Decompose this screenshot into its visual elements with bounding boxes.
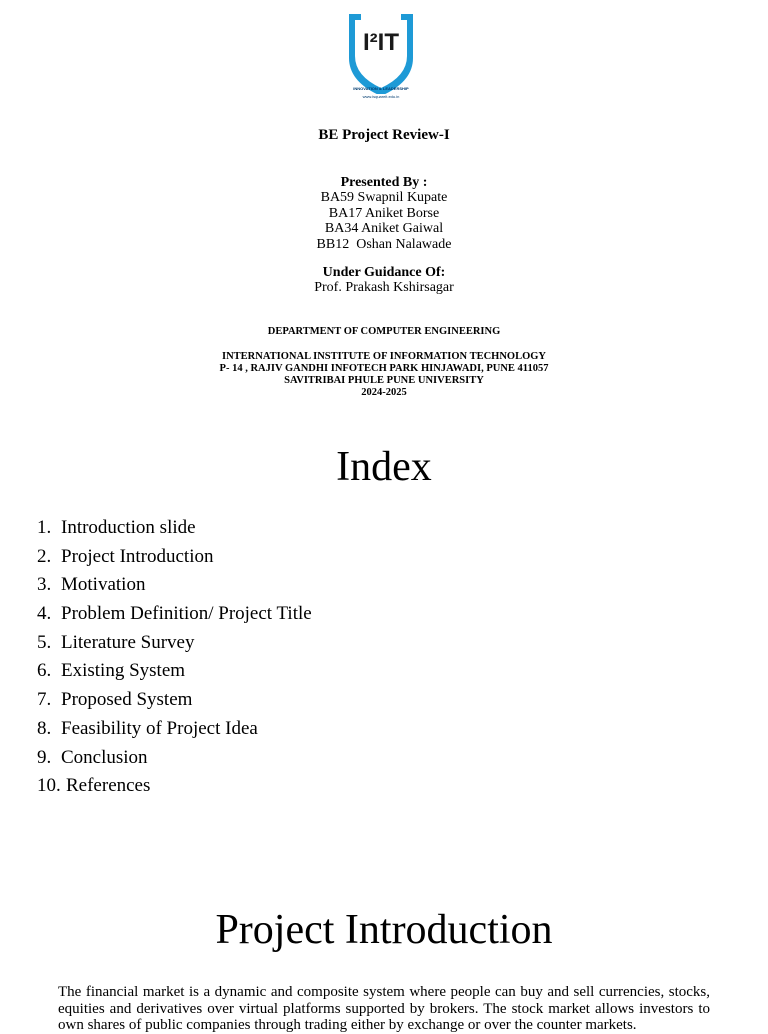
- review-title: BE Project Review-I: [318, 127, 450, 143]
- institute-logo: [345, 12, 417, 102]
- department: DEPARTMENT OF COMPUTER ENGINEERING: [267, 326, 501, 337]
- institute-line: 2024-2025: [361, 387, 407, 398]
- member-name: BB12 Oshan Nalawade: [316, 236, 452, 252]
- intro-paragraph: The financial market is a dynamic and composite system where people can buy and sell currencies, stocks, equities and derivatives over virtual platforms supported by brokers. The stock market allows investors to own shares of public companies through trading either by exchange or over the counter markets.: [58, 984, 710, 1033]
- shield-logo-icon: [345, 12, 417, 94]
- index-item: 2. Project Introduction: [37, 545, 214, 567]
- index-item: 1. Introduction slide: [37, 517, 196, 538]
- guide-name: Prof. Prakash Kshirsagar: [314, 280, 454, 295]
- member-name: BA59 Swapnil Kupate: [320, 190, 448, 205]
- institute-line: INTERNATIONAL INSTITUTE OF INFORMATION TECHNOLOGY: [222, 351, 546, 362]
- index-item: 7. Proposed System: [37, 689, 193, 711]
- index-item: 3. Motivation: [37, 574, 146, 596]
- institute-line: P- 14 , RAJIV GANDHI INFOTECH PARK HINJAWADI, PUNE 411057: [219, 363, 549, 374]
- index-item: 8. Feasibility of Project Idea: [37, 717, 258, 739]
- index-item: 10. References: [37, 775, 151, 797]
- logo-mark: I²IT: [363, 29, 399, 56]
- index-item: 9. Conclusion: [37, 746, 148, 768]
- index-heading: Index: [336, 444, 432, 490]
- member-name: BA17 Aniket Borse: [328, 205, 440, 221]
- index-item: 4. Problem Definition/ Project Title: [37, 603, 312, 625]
- presented-by-label: Presented By :: [340, 175, 428, 190]
- logo-tagline: INNOVATION & LEADERSHIP: [353, 86, 409, 91]
- guidance-label: Under Guidance Of:: [322, 265, 446, 280]
- member-name: BA34 Aniket Gaiwal: [324, 221, 444, 236]
- index-item: 5. Literature Survey: [37, 631, 195, 653]
- index-list: [37, 514, 312, 801]
- intro-heading: Project Introduction: [215, 907, 553, 953]
- index-item: 6. Existing System: [37, 660, 186, 682]
- institute-line: SAVITRIBAI PHULE PUNE UNIVERSITY: [284, 375, 484, 386]
- logo-website: www.isquareit.edu.in: [362, 94, 400, 99]
